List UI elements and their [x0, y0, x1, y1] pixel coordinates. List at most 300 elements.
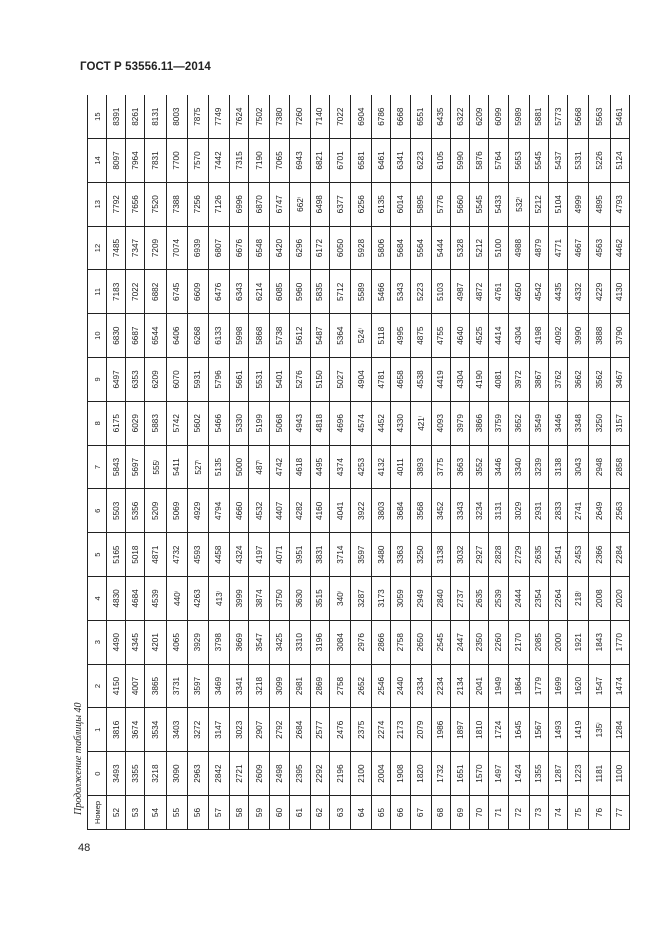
- table-cell: 6498: [310, 182, 329, 226]
- table-cell: 6882: [145, 270, 166, 314]
- table-cell: 3343: [451, 489, 470, 533]
- table-row: [451, 95, 470, 830]
- table-cell: 2085: [529, 620, 548, 664]
- table-cell: 5776: [431, 182, 450, 226]
- table-cell: 6209: [145, 358, 166, 402]
- table-cell: 6830: [107, 314, 126, 358]
- table-cell: 5738: [270, 314, 289, 358]
- table-row: [166, 95, 187, 830]
- table-cell: 2684: [289, 708, 310, 752]
- table-cell: 7700: [166, 139, 187, 183]
- table-cell: 7183: [107, 270, 126, 314]
- column-header: 1: [88, 708, 107, 752]
- table-cell: 5343: [391, 270, 410, 314]
- table-cell: 2650: [410, 620, 431, 664]
- table-cell: 2292: [310, 752, 329, 796]
- table-row: [289, 95, 310, 830]
- table-cell: 5503: [107, 489, 126, 533]
- table-cell: 5027: [329, 358, 350, 402]
- table-cell: 2444: [508, 577, 529, 621]
- column-header: 14: [88, 139, 107, 183]
- table-cell: 5742: [166, 401, 187, 445]
- table-cell: 3287: [351, 577, 372, 621]
- table-cell: 2840: [431, 577, 450, 621]
- table-cell: 3218: [145, 752, 166, 796]
- table-cell: 3363: [391, 533, 410, 577]
- table-cell: 4345: [126, 620, 145, 664]
- table-cell: 5697: [126, 445, 145, 489]
- table-cell: 6050: [329, 226, 350, 270]
- table-cell: 4071: [270, 533, 289, 577]
- table-cell: 5835: [310, 270, 329, 314]
- table-cell: 3790: [610, 314, 629, 358]
- table-cell: 3714: [329, 533, 350, 577]
- table-cell: 555ⁱ: [145, 445, 166, 489]
- table-cell: 1779: [529, 664, 548, 708]
- table-cell: 2635: [470, 577, 489, 621]
- table-row: [187, 95, 208, 830]
- table-cell: 440ⁱ: [166, 577, 187, 621]
- table-cell: 3446: [489, 445, 508, 489]
- table-cell: 4943: [289, 401, 310, 445]
- table-cell: 4755: [431, 314, 450, 358]
- table-cell: 2541: [549, 533, 568, 577]
- row-number-cell: 58: [230, 796, 249, 830]
- table-cell: 2927: [470, 533, 489, 577]
- table-cell: 4324: [230, 533, 249, 577]
- table-row: [310, 95, 329, 830]
- table-cell: 662ⁱ: [289, 182, 310, 226]
- table-cell: 5103: [431, 270, 450, 314]
- table-cell: 6296: [289, 226, 310, 270]
- table-cell: 2196: [329, 752, 350, 796]
- table-cell: 4871: [145, 533, 166, 577]
- table-cell: 2284: [610, 533, 629, 577]
- table-cell: 7570: [187, 139, 208, 183]
- table-row: [372, 95, 391, 830]
- column-header: 10: [88, 314, 107, 358]
- row-number-cell: 64: [351, 796, 372, 830]
- table-cell: 5437: [549, 139, 568, 183]
- table-cell: 4640: [451, 314, 470, 358]
- table-cell: 7140: [310, 95, 329, 139]
- row-number-cell: 71: [489, 796, 508, 830]
- table-cell: 7022: [329, 95, 350, 139]
- table-cell: 6322: [451, 95, 470, 139]
- table-cell: 487ⁱ: [249, 445, 270, 489]
- table-cell: 6256: [351, 182, 372, 226]
- row-number-cell: 77: [610, 796, 629, 830]
- table-cell: 7315: [230, 139, 249, 183]
- row-number-cell: 54: [145, 796, 166, 830]
- table-row: [107, 95, 126, 830]
- table-cell: 4999: [568, 182, 589, 226]
- table-cell: 2395: [289, 752, 310, 796]
- table-cell: 3173: [372, 577, 391, 621]
- table-cell: 5124: [610, 139, 629, 183]
- table-cell: 3669: [230, 620, 249, 664]
- table-cell: 4658: [391, 358, 410, 402]
- table-cell: 7964: [126, 139, 145, 183]
- column-header: 12: [88, 226, 107, 270]
- table-cell: 7380: [270, 95, 289, 139]
- table-cell: 5661: [230, 358, 249, 402]
- row-number-cell: 53: [126, 796, 145, 830]
- table-cell: 3597: [187, 664, 208, 708]
- table-cell: 4794: [208, 489, 229, 533]
- table-cell: 3549: [529, 401, 548, 445]
- table-cell: 3775: [431, 445, 450, 489]
- table-cell: 3568: [410, 489, 431, 533]
- table-cell: 6135: [372, 182, 391, 226]
- table-cell: 3084: [329, 620, 350, 664]
- table-cell: 135ⁱ: [589, 708, 610, 752]
- table-cell: 4374: [329, 445, 350, 489]
- table-cell: 6548: [249, 226, 270, 270]
- table-cell: 4684: [126, 577, 145, 621]
- table-cell: 2447: [451, 620, 470, 664]
- table-cell: 3032: [451, 533, 470, 577]
- table-row: [270, 95, 289, 830]
- table-cell: 2842: [208, 752, 229, 796]
- table-cell: 5796: [208, 358, 229, 402]
- table-cell: 4532: [249, 489, 270, 533]
- table-cell: 5212: [529, 182, 548, 226]
- table-cell: 3138: [431, 533, 450, 577]
- table-cell: 5104: [549, 182, 568, 226]
- table-cell: 8097: [107, 139, 126, 183]
- table-cell: 413ⁱ: [208, 577, 229, 621]
- table-cell: 5165: [107, 533, 126, 577]
- table-row: [145, 95, 166, 830]
- table-cell: 4995: [391, 314, 410, 358]
- table-cell: 3652: [508, 401, 529, 445]
- table-cell: 1864: [508, 664, 529, 708]
- table-cell: 1949: [489, 664, 508, 708]
- table-cell: 2907: [249, 708, 270, 752]
- table-cell: 5545: [470, 182, 489, 226]
- table-cell: 6341: [391, 139, 410, 183]
- table-cell: 7260: [289, 95, 310, 139]
- table-cell: 4732: [166, 533, 187, 577]
- table-cell: 3515: [310, 577, 329, 621]
- table-cell: 3272: [187, 708, 208, 752]
- row-number-cell: 60: [270, 796, 289, 830]
- table-cell: 6175: [107, 401, 126, 445]
- table-cell: 6786: [372, 95, 391, 139]
- table-cell: 5998: [230, 314, 249, 358]
- table-cell: 3888: [589, 314, 610, 358]
- table-cell: 3972: [508, 358, 529, 402]
- table-cell: 7074: [166, 226, 187, 270]
- table-cell: 1645: [508, 708, 529, 752]
- table-cell: 4414: [489, 314, 508, 358]
- table-cell: 2833: [549, 489, 568, 533]
- table-cell: 5563: [589, 95, 610, 139]
- table-body: [107, 95, 630, 830]
- table-cell: 5589: [351, 270, 372, 314]
- table-cell: 3147: [208, 708, 229, 752]
- table-cell: 4007: [126, 664, 145, 708]
- table-cell: 6870: [249, 182, 270, 226]
- table-cell: 2134: [451, 664, 470, 708]
- table-cell: 4538: [410, 358, 431, 402]
- table-cell: 4793: [610, 182, 629, 226]
- table-cell: 3218: [249, 664, 270, 708]
- row-number-cell: 56: [187, 796, 208, 830]
- table-cell: 6745: [166, 270, 187, 314]
- table-cell: 5806: [372, 226, 391, 270]
- table-cell: 5931: [187, 358, 208, 402]
- table-cell: 2721: [230, 752, 249, 796]
- table-cell: 6353: [126, 358, 145, 402]
- table-cell: 2498: [270, 752, 289, 796]
- table-cell: 5466: [208, 401, 229, 445]
- table-cell: 5212: [470, 226, 489, 270]
- table-cell: 4132: [372, 445, 391, 489]
- table-cell: 7624: [230, 95, 249, 139]
- table-container: [87, 95, 630, 830]
- table-row: [391, 95, 410, 830]
- table-cell: 4781: [372, 358, 391, 402]
- data-table: [87, 95, 630, 830]
- row-number-cell: 70: [470, 796, 489, 830]
- table-cell: 1620: [568, 664, 589, 708]
- table-cell: 7656: [126, 182, 145, 226]
- table-cell: 2375: [351, 708, 372, 752]
- table-cell: 6581: [351, 139, 372, 183]
- column-header: 4: [88, 577, 107, 621]
- table-cell: 6223: [410, 139, 431, 183]
- table-cell: 3867: [529, 358, 548, 402]
- table-cell: 3865: [145, 664, 166, 708]
- table-cell: 7792: [107, 182, 126, 226]
- table-cell: 8261: [126, 95, 145, 139]
- table-cell: 3662: [568, 358, 589, 402]
- table-cell: 1699: [549, 664, 568, 708]
- table-row: [549, 95, 568, 830]
- table-cell: 5602: [187, 401, 208, 445]
- table-cell: 1497: [489, 752, 508, 796]
- table-cell: 6551: [410, 95, 431, 139]
- table-cell: 5199: [249, 401, 270, 445]
- table-cell: 3403: [166, 708, 187, 752]
- table-cell: 527ⁱ: [187, 445, 208, 489]
- column-header: 8: [88, 401, 107, 445]
- table-cell: 3831: [310, 533, 329, 577]
- table-cell: 2366: [589, 533, 610, 577]
- table-cell: 2041: [470, 664, 489, 708]
- table-cell: 5612: [289, 314, 310, 358]
- table-cell: 5328: [451, 226, 470, 270]
- table-cell: 1908: [391, 752, 410, 796]
- column-header: 7: [88, 445, 107, 489]
- table-cell: 7347: [126, 226, 145, 270]
- table-cell: 2440: [391, 664, 410, 708]
- table-cell: 7502: [249, 95, 270, 139]
- table-cell: 3469: [208, 664, 229, 708]
- table-cell: 5684: [391, 226, 410, 270]
- table-cell: 4081: [489, 358, 508, 402]
- table-cell: 4253: [351, 445, 372, 489]
- table-cell: 4435: [549, 270, 568, 314]
- table-cell: 6497: [107, 358, 126, 402]
- row-number-cell: 55: [166, 796, 187, 830]
- table-cell: 3922: [351, 489, 372, 533]
- table-cell: 5364: [329, 314, 350, 358]
- table-cell: 4929: [187, 489, 208, 533]
- column-header: Номер: [88, 796, 107, 830]
- table-cell: 3355: [126, 752, 145, 796]
- table-cell: 4041: [329, 489, 350, 533]
- table-cell: 5356: [126, 489, 145, 533]
- table-cell: 5433: [489, 182, 508, 226]
- table-cell: 3446: [549, 401, 568, 445]
- table-cell: 2741: [568, 489, 589, 533]
- table-cell: 1474: [610, 664, 629, 708]
- table-cell: 5531: [249, 358, 270, 402]
- table-cell: 3340: [508, 445, 529, 489]
- table-cell: 7209: [145, 226, 166, 270]
- table-cell: 5881: [529, 95, 548, 139]
- table-cell: 5990: [451, 139, 470, 183]
- table-cell: 4542: [529, 270, 548, 314]
- table-cell: 7831: [145, 139, 166, 183]
- table-cell: 4282: [289, 489, 310, 533]
- table-cell: 6996: [230, 182, 249, 226]
- row-number-cell: 69: [451, 796, 470, 830]
- table-cell: 6105: [431, 139, 450, 183]
- table-cell: 3467: [610, 358, 629, 402]
- table-cell: 3452: [431, 489, 450, 533]
- table-cell: 1424: [508, 752, 529, 796]
- table-cell: 6406: [166, 314, 187, 358]
- table-row: [568, 95, 589, 830]
- table-cell: 5276: [289, 358, 310, 402]
- table-cell: 2173: [391, 708, 410, 752]
- table-row: [351, 95, 372, 830]
- table-cell: 3138: [549, 445, 568, 489]
- table-cell: 6343: [230, 270, 249, 314]
- table-cell: 524ⁱ: [351, 314, 372, 358]
- column-header: 0: [88, 752, 107, 796]
- table-cell: 4419: [431, 358, 450, 402]
- row-number-cell: 68: [431, 796, 450, 830]
- table-cell: 4830: [107, 577, 126, 621]
- row-number-cell: 74: [549, 796, 568, 830]
- table-cell: 2170: [508, 620, 529, 664]
- table-cell: 4650: [508, 270, 529, 314]
- table-cell: 2546: [372, 664, 391, 708]
- table-cell: 6544: [145, 314, 166, 358]
- table-cell: 5868: [249, 314, 270, 358]
- table-cell: 3929: [187, 620, 208, 664]
- table-cell: 4130: [610, 270, 629, 314]
- table-cell: 4201: [145, 620, 166, 664]
- table-cell: 6377: [329, 182, 350, 226]
- table-cell: 3874: [249, 577, 270, 621]
- table-cell: 5653: [508, 139, 529, 183]
- table-cell: 4160: [310, 489, 329, 533]
- table-cell: 2100: [351, 752, 372, 796]
- table-cell: 4879: [529, 226, 548, 270]
- table-cell: 4495: [310, 445, 329, 489]
- table-cell: 4987: [451, 270, 470, 314]
- table-cell: 2609: [249, 752, 270, 796]
- table-cell: 340ⁱ: [329, 577, 350, 621]
- table-cell: 2260: [489, 620, 508, 664]
- table-cell: 2948: [589, 445, 610, 489]
- table-cell: 2453: [568, 533, 589, 577]
- table-cell: 3893: [410, 445, 431, 489]
- table-cell: 3023: [230, 708, 249, 752]
- table-cell: 5401: [270, 358, 289, 402]
- table-cell: 4875: [410, 314, 431, 358]
- table-cell: 3090: [166, 752, 187, 796]
- table-cell: 3099: [270, 664, 289, 708]
- table-cell: 3059: [391, 577, 410, 621]
- table-cell: 2737: [451, 577, 470, 621]
- row-number-cell: 59: [249, 796, 270, 830]
- table-cell: 3762: [549, 358, 568, 402]
- table-cell: 4150: [107, 664, 126, 708]
- table-cell: 2635: [529, 533, 548, 577]
- table-cell: 5764: [489, 139, 508, 183]
- table-cell: 2981: [289, 664, 310, 708]
- table-cell: 3674: [126, 708, 145, 752]
- table-cell: 3597: [351, 533, 372, 577]
- table-cell: 7256: [187, 182, 208, 226]
- table-cell: 3547: [249, 620, 270, 664]
- table-cell: 6821: [310, 139, 329, 183]
- table-cell: 5150: [310, 358, 329, 402]
- table-cell: 4525: [470, 314, 489, 358]
- table-row: [208, 95, 229, 830]
- table-cell: 5135: [208, 445, 229, 489]
- table-cell: 2931: [529, 489, 548, 533]
- table-cell: 2354: [529, 577, 548, 621]
- table-cell: 4574: [351, 401, 372, 445]
- table-cell: 2004: [372, 752, 391, 796]
- table-cell: 5668: [568, 95, 589, 139]
- table-cell: 5843: [107, 445, 126, 489]
- table-cell: 3029: [508, 489, 529, 533]
- table-cell: 2963: [187, 752, 208, 796]
- table-cell: 7388: [166, 182, 187, 226]
- table-cell: 2476: [329, 708, 350, 752]
- table-cell: 5331: [568, 139, 589, 183]
- table-row: [410, 95, 431, 830]
- table-cell: 3234: [470, 489, 489, 533]
- table-cell: 6070: [166, 358, 187, 402]
- table-cell: 2264: [549, 577, 568, 621]
- table-cell: 5330: [230, 401, 249, 445]
- table-cell: 3866: [470, 401, 489, 445]
- table-cell: 3803: [372, 489, 391, 533]
- table-cell: 4761: [489, 270, 508, 314]
- table-cell: 1567: [529, 708, 548, 752]
- row-number-cell: 67: [410, 796, 431, 830]
- table-cell: 1651: [451, 752, 470, 796]
- table-cell: 3663: [451, 445, 470, 489]
- table-cell: 3731: [166, 664, 187, 708]
- table-cell: 7520: [145, 182, 166, 226]
- table-cell: 2000: [549, 620, 568, 664]
- table-cell: 3250: [589, 401, 610, 445]
- table-cell: 6668: [391, 95, 410, 139]
- table-cell: 3630: [289, 577, 310, 621]
- table-cell: 7126: [208, 182, 229, 226]
